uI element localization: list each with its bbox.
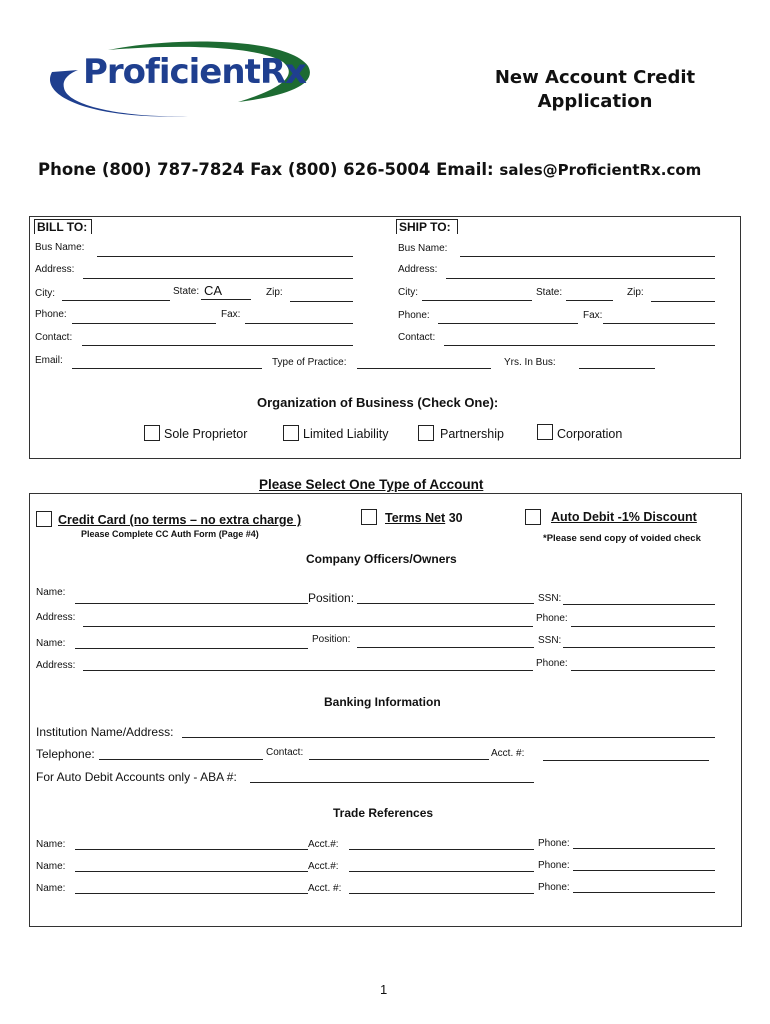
auto-debit-note: *Please send copy of voided check <box>543 533 701 544</box>
bank-acct-label: Acct. #: <box>491 748 525 759</box>
terms-net-label <box>385 511 463 525</box>
trade2-name-label: Name: <box>36 861 66 872</box>
ship-state-label: State: <box>536 287 563 298</box>
officer2-position-field[interactable] <box>357 647 534 648</box>
form-title-line1: New Account Credit <box>494 67 696 88</box>
partnership-label: Partnership <box>440 427 504 441</box>
officer1-ssn-field[interactable] <box>563 604 715 605</box>
officer1-phone-field[interactable] <box>571 626 715 627</box>
trade3-phone-field[interactable] <box>573 892 715 893</box>
ship-bus-name-field[interactable] <box>460 256 715 257</box>
ship-city-field[interactable] <box>422 300 532 301</box>
limited-liability-checkbox[interactable] <box>283 425 299 441</box>
bill-address-label: Address: <box>35 264 75 275</box>
trade2-phone-field[interactable] <box>573 870 715 871</box>
bill-city-field[interactable] <box>62 300 170 301</box>
yrs-in-bus-field[interactable] <box>579 368 655 369</box>
officer2-ssn-label: SSN: <box>538 635 562 646</box>
officer1-address-field[interactable] <box>83 626 533 627</box>
trade3-name-field[interactable] <box>75 893 308 894</box>
trade1-acct-field[interactable] <box>349 849 534 850</box>
bank-telephone-field[interactable] <box>99 759 263 760</box>
bill-zip-label: Zip: <box>266 287 283 298</box>
bill-state-field[interactable] <box>201 299 251 300</box>
institution-field[interactable] <box>182 737 715 738</box>
bill-fax-label: Fax: <box>221 309 241 320</box>
account-type-title: Please Select One Type of Account <box>259 477 484 492</box>
partnership-checkbox[interactable] <box>418 425 434 441</box>
institution-label: Institution Name/Address: <box>36 725 174 739</box>
ship-contact-field[interactable] <box>444 345 715 346</box>
bill-fax-field[interactable] <box>245 323 353 324</box>
officer2-position-label: Position: <box>312 634 351 645</box>
officer2-ssn-field[interactable] <box>563 647 715 648</box>
corporation-label: Corporation <box>557 427 623 441</box>
bank-telephone-label: Telephone: <box>36 747 95 761</box>
ship-zip-label: Zip: <box>627 287 644 298</box>
type-of-practice-label: Type of Practice: <box>272 357 347 368</box>
trade3-acct-field[interactable] <box>349 893 534 894</box>
officer2-phone-field[interactable] <box>571 670 715 671</box>
aba-field[interactable] <box>250 782 534 783</box>
trade2-name-field[interactable] <box>75 871 308 872</box>
trade2-acct-label: Acct.#: <box>308 861 339 872</box>
ship-to-header: SHIP TO: <box>396 219 458 234</box>
officer2-phone-label: Phone: <box>536 658 568 669</box>
email-field[interactable] <box>72 368 262 369</box>
limited-liability-label: Limited Liability <box>303 427 389 441</box>
auto-debit-checkbox[interactable] <box>525 509 541 525</box>
officer1-position-label: Position: <box>308 591 355 605</box>
yrs-in-bus-label: Yrs. In Bus: <box>504 357 556 368</box>
ship-phone-field[interactable] <box>438 323 578 324</box>
ship-bus-name-label: Bus Name: <box>398 243 448 254</box>
trade3-acct-label: Acct. #: <box>308 883 342 894</box>
sole-proprietor-checkbox[interactable] <box>144 425 160 441</box>
form-title-line2: Application <box>537 91 653 112</box>
credit-card-label: Credit Card (no terms – no extra charge ) <box>58 513 302 527</box>
officer2-address-field[interactable] <box>83 670 533 671</box>
trade2-acct-field[interactable] <box>349 871 534 872</box>
ship-contact-label: Contact: <box>398 332 436 343</box>
bill-contact-label: Contact: <box>35 332 73 343</box>
officer2-address-label: Address: <box>36 660 76 671</box>
trade1-phone-label: Phone: <box>538 838 570 849</box>
bill-address-field[interactable] <box>83 278 353 279</box>
trade1-phone-field[interactable] <box>573 848 715 849</box>
company-logo <box>38 36 318 122</box>
ship-phone-label: Phone: <box>398 310 430 321</box>
ship-fax-field[interactable] <box>603 323 715 324</box>
organization-title: Organization of Business (Check One): <box>257 395 499 410</box>
contact-email[interactable]: sales@ProficientRx.com <box>499 161 702 179</box>
bill-state-value[interactable]: CA <box>204 283 223 298</box>
bill-bus-name-field[interactable] <box>97 256 353 257</box>
bill-ship-section <box>29 216 741 459</box>
officer1-name-label: Name: <box>36 587 66 598</box>
officer1-address-label: Address: <box>36 612 76 623</box>
officer1-name-field[interactable] <box>75 603 308 604</box>
terms-net-checkbox[interactable] <box>361 509 377 525</box>
bill-contact-field[interactable] <box>82 345 353 346</box>
trade1-name-field[interactable] <box>75 849 308 850</box>
ship-address-field[interactable] <box>446 278 715 279</box>
ship-fax-label: Fax: <box>583 310 603 321</box>
officers-title: Company Officers/Owners <box>306 552 457 566</box>
bill-bus-name-label: Bus Name: <box>35 242 85 253</box>
trade3-name-label: Name: <box>36 883 66 894</box>
trade-references-title: Trade References <box>333 806 434 820</box>
credit-card-checkbox[interactable] <box>36 511 52 527</box>
ship-city-label: City: <box>398 287 418 298</box>
logo-text: ProficientRx <box>83 52 306 92</box>
trade3-phone-label: Phone: <box>538 882 570 893</box>
officer2-name-field[interactable] <box>75 648 308 649</box>
officer2-name-label: Name: <box>36 638 66 649</box>
auto-debit-label: Auto Debit -1% Discount <box>551 510 697 524</box>
contact-phone-fax: Phone (800) 787-7824 Fax (800) 626-5004 Email: <box>38 160 500 179</box>
credit-card-note: Please Complete CC Auth Form (Page #4) <box>81 529 259 539</box>
bill-to-header: BILL TO: <box>34 219 92 234</box>
ship-zip-field[interactable] <box>651 301 715 302</box>
officer1-ssn-label: SSN: <box>538 593 562 604</box>
trade1-acct-label: Acct.#: <box>308 839 339 850</box>
aba-label: For Auto Debit Accounts only - ABA #: <box>36 770 237 784</box>
terms-net-days: 30 <box>448 511 463 525</box>
ship-address-label: Address: <box>398 264 438 275</box>
trade1-name-label: Name: <box>36 839 66 850</box>
banking-title: Banking Information <box>324 695 441 709</box>
terms-net-text: Terms Net <box>385 511 446 525</box>
bank-acct-field[interactable] <box>543 760 709 761</box>
type-of-practice-field[interactable] <box>357 368 491 369</box>
contact-line <box>38 160 701 179</box>
trade2-phone-label: Phone: <box>538 860 570 871</box>
ship-state-field[interactable] <box>566 300 613 301</box>
officer1-position-field[interactable] <box>357 603 534 604</box>
bank-contact-label: Contact: <box>266 747 304 758</box>
bill-phone-field[interactable] <box>72 323 216 324</box>
officer1-phone-label: Phone: <box>536 613 568 624</box>
bill-state-label: State: <box>173 286 200 297</box>
bank-contact-field[interactable] <box>309 759 489 760</box>
page-number: 1 <box>380 982 388 997</box>
corporation-checkbox[interactable] <box>537 424 553 440</box>
email-label: Email: <box>35 355 63 366</box>
sole-proprietor-label: Sole Proprietor <box>164 427 248 441</box>
bill-zip-field[interactable] <box>290 301 353 302</box>
bill-phone-label: Phone: <box>35 309 67 320</box>
bill-city-label: City: <box>35 288 55 299</box>
